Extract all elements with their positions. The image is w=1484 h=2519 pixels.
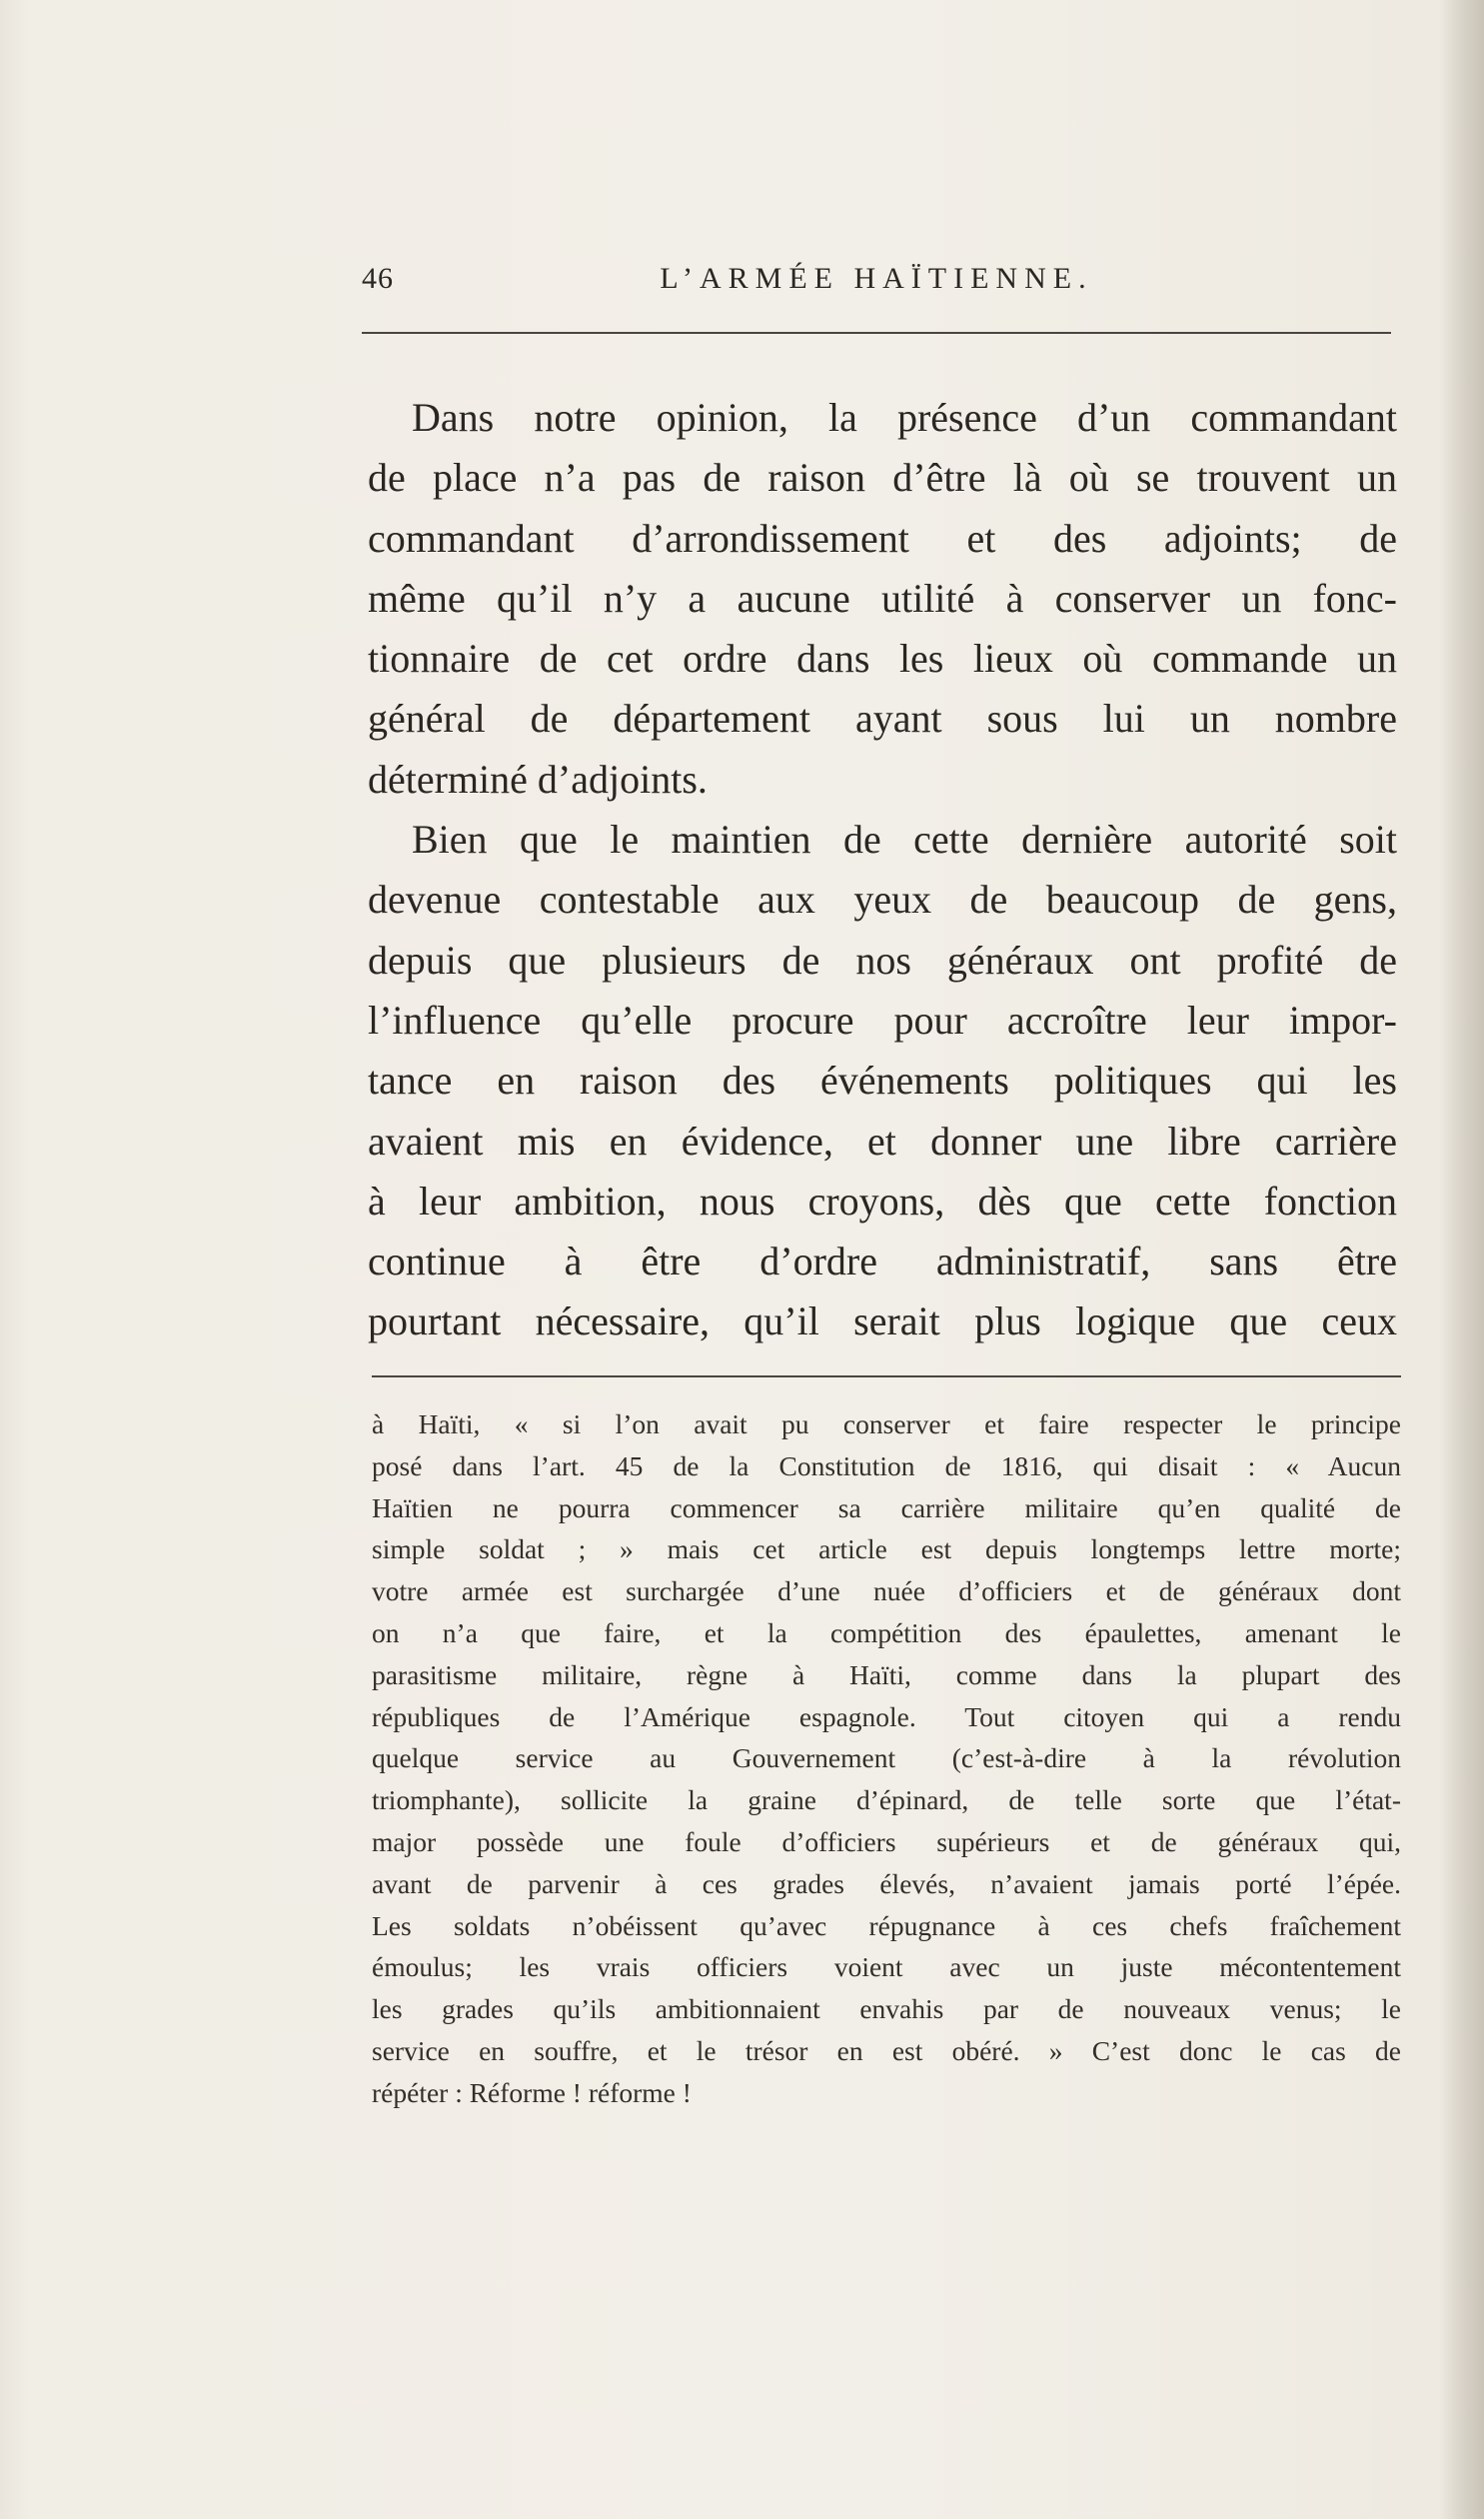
running-header — [362, 262, 1391, 306]
footnote-line: Les soldats n’obéissent qu’avec répugnance à ces chefs fraîchement — [372, 1909, 1401, 1941]
body-line: Dans notre opinion, la présence d’un commandant — [412, 395, 1397, 440]
body-line: avaient mis en évidence, et donner une libre carrière — [368, 1118, 1397, 1164]
body-line: même qu’il n’y a aucune utilité à conserver un fonc- — [368, 575, 1397, 621]
footnote-line: Haïtien ne pourra commencer sa carrière militaire qu’en qualité de — [372, 1491, 1401, 1523]
footnote-line: républiques de l’Amérique espagnole. Tout citoyen qui a rendu — [372, 1700, 1401, 1732]
body-line: général de département ayant sous lui un nombre — [368, 696, 1397, 742]
footnote-line: major possède une foule d’officiers supérieurs et de généraux qui, — [372, 1825, 1401, 1857]
footnote-line: parasitisme militaire, règne à Haïti, comme dans la plupart des — [372, 1658, 1401, 1690]
body-line: tance en raison des événements politiques qui les — [368, 1058, 1397, 1104]
footnote-line: service en souffre, et le trésor en est obéré. » C’est donc le cas de — [372, 2034, 1401, 2066]
footnote-line: votre armée est surchargée d’une nuée d’officiers et de généraux dont — [372, 1575, 1401, 1607]
footnote-rule — [372, 1375, 1401, 1377]
running-title: L’ARMÉE HAÏTIENNE. — [660, 262, 1093, 295]
body-text — [368, 388, 1397, 1352]
body-line: pourtant nécessaire, qu’il serait plus logique que ceux — [368, 1298, 1397, 1344]
body-line: depuis que plusieurs de nos généraux ont profité de — [368, 937, 1397, 983]
footnote — [372, 1403, 1401, 2114]
footnote-line: posé dans l’art. 45 de la Constitution de 1816, qui disait : « Aucun — [372, 1449, 1401, 1481]
footnote-line: à Haïti, « si l’on avait pu conserver et faire respecter le principe — [372, 1408, 1401, 1439]
body-line: devenue contestable aux yeux de beaucoup de gens, — [368, 877, 1397, 923]
footnote-line: répéter : Réforme ! réforme ! — [372, 2076, 692, 2108]
body-line: à leur ambition, nous croyons, dès que cette fonction — [368, 1178, 1397, 1224]
page-number: 46 — [362, 262, 394, 295]
body-line: de place n’a pas de raison d’être là où se trouvent un — [368, 455, 1397, 501]
body-line: tionnaire de cet ordre dans les lieux où commande un — [368, 636, 1397, 682]
footnote-line: quelque service au Gouvernement (c’est-à-dire à la révolution — [372, 1742, 1401, 1774]
footnote-line: les grades qu’ils ambitionnaient envahis par de nouveaux venus; le — [372, 1993, 1401, 2025]
body-line: commandant d’arrondissement et des adjoints; de — [368, 515, 1397, 561]
body-line: déterminé d’adjoints. — [368, 756, 708, 802]
footnote-line: triomphante), sollicite la graine d’épinard, de telle sorte que l’état- — [372, 1784, 1401, 1816]
header-rule — [362, 332, 1391, 334]
footnote-line: avant de parvenir à ces grades élevés, n’avaient jamais porté l’épée. — [372, 1867, 1401, 1899]
body-line: continue à être d’ordre administratif, sans être — [368, 1239, 1397, 1284]
footnote-line: on n’a que faire, et la compétition des épaulettes, amenant le — [372, 1616, 1401, 1648]
footnote-line: émoulus; les vrais officiers voient avec un juste mécontentement — [372, 1951, 1401, 1983]
footnote-line: simple soldat ; » mais cet article est depuis longtemps lettre morte; — [372, 1533, 1401, 1565]
body-line: Bien que le maintien de cette dernière autorité soit — [412, 817, 1397, 863]
body-line: l’influence qu’elle procure pour accroître leur impor- — [368, 997, 1397, 1043]
